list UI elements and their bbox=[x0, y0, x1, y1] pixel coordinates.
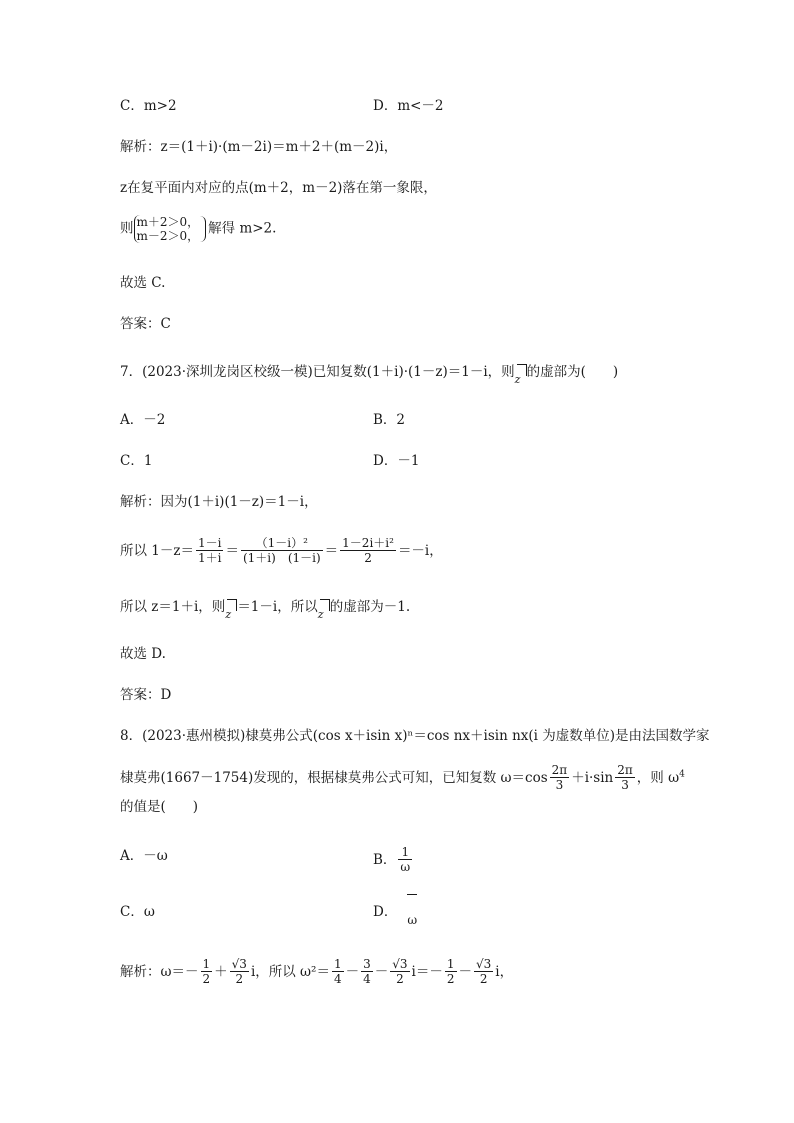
q7-option-c: C．1 bbox=[120, 453, 153, 469]
q7-frac3: $\frac{\text{1－2i＋i²}}{2}$ bbox=[342, 536, 394, 565]
q7-stem-prefix: 7．(2023·深圳龙岗区校级一模)已知复数(1＋i)·(1－z)＝1－i，则 bbox=[120, 364, 515, 380]
q7-option-d: D．－1 bbox=[373, 453, 420, 469]
q6-system-line1: m＋2＞0， bbox=[136, 215, 200, 229]
q6-solve: 解得 m>2. bbox=[208, 220, 277, 237]
q8-stem-3: 的值是( ) bbox=[120, 799, 199, 815]
q8-option-b: B． $\frac{1}{\omega}$ bbox=[373, 845, 411, 874]
q7-a3-a: 所以 z＝1＋i，则 bbox=[120, 599, 226, 615]
q7-analysis-1: 解析：因为(1＋i)(1－z)＝1－i， bbox=[120, 494, 318, 510]
q8-stem-2: 棣莫弗(1667－1754)发现的，根据棣莫弗公式可知，已知复数 ω＝cos $\frac{2\pi}{3}$ ＋i·sin $\frac{2\pi}{3}$ ，则 $\omega^4$ bbox=[120, 763, 685, 792]
q6-system-line2: m－2＞0， bbox=[136, 229, 200, 243]
q7-frac1: $\frac{1-i}{1+i}$ bbox=[198, 536, 222, 565]
q7-analysis-3 bbox=[120, 597, 411, 621]
q7-a3-b: ＝1－i，所以 bbox=[237, 599, 318, 615]
q8-option-b-frac: $\frac{1}{\omega}$ bbox=[400, 845, 411, 874]
q6-analysis-3 bbox=[120, 215, 276, 243]
q6-answer: 答案：C bbox=[120, 316, 171, 332]
q8-stem-frac1: $\frac{2\pi}{3}$ bbox=[551, 763, 568, 792]
q6-option-c: C．m>2 bbox=[120, 98, 177, 114]
q8-stem-1: 8．(2023·惠州模拟)棣莫弗公式(cos x＋isin x)ⁿ＝cos nx＋isin nx(i 为虚数单位)是由法国数学家 bbox=[120, 728, 710, 744]
q6-analysis-2: z在复平面内对应的点(m＋2，m－2)落在第一象限， bbox=[120, 180, 437, 196]
q8-option-c: C．ω bbox=[120, 904, 155, 920]
q8-option-a: A．－ω bbox=[120, 848, 168, 864]
q7-answer: 答案：D bbox=[120, 687, 172, 703]
q6-choice: 故选 C. bbox=[120, 275, 166, 291]
q7-zbar: z bbox=[515, 363, 527, 383]
q6-system bbox=[134, 215, 200, 243]
q6-analysis-1: 解析：z＝(1＋i)·(m－2i)＝m＋2＋(m－2)i， bbox=[120, 139, 398, 155]
q6-then-prefix: 则 bbox=[120, 220, 134, 237]
q7-a3-zbar2: z bbox=[318, 598, 330, 618]
q8-stem-frac2: $\frac{2\pi}{3}$ bbox=[617, 763, 633, 792]
q7-frac2: $\frac{\text{（1－i）²}}{(1+i) (1-i)}$ bbox=[242, 536, 321, 565]
q7-option-a: A．－2 bbox=[120, 412, 166, 428]
q7-a3-zbar1: z bbox=[225, 598, 237, 618]
q8-option-d: D． ω bbox=[373, 902, 417, 922]
q7-stem-suffix: 的虚部为( ) bbox=[526, 364, 619, 380]
q6-option-d: D．m<－2 bbox=[373, 98, 444, 114]
q7-choice: 故选 D. bbox=[120, 646, 166, 662]
q7-a3-c: 的虚部为－1. bbox=[329, 599, 411, 615]
q7-analysis-2: 所以 1－z＝ $\frac{1-i}{1+i}$ ＝ $\frac{\text{（1－i）²}}{(1+i) (1-i)}$ ＝ $\frac{\text{1－2i＋i²}}{2}$ ＝－i， bbox=[120, 536, 443, 565]
q7-stem bbox=[120, 362, 619, 386]
q7-option-b: B．2 bbox=[373, 412, 406, 428]
q8-analysis: 解析：ω＝－ $\frac{1}{2}$ ＋ $\frac{√3}{2}$ i，所以 ω²＝ $\frac{1}{4}$ － $\frac{3}{4}$ － $\frac{√3}{2}$ i＝－ $\frac{1}{2}$ － $\frac{√3}{2}$ i， bbox=[120, 957, 514, 986]
q7-a2-prefix: 所以 1－z＝ bbox=[120, 543, 194, 559]
